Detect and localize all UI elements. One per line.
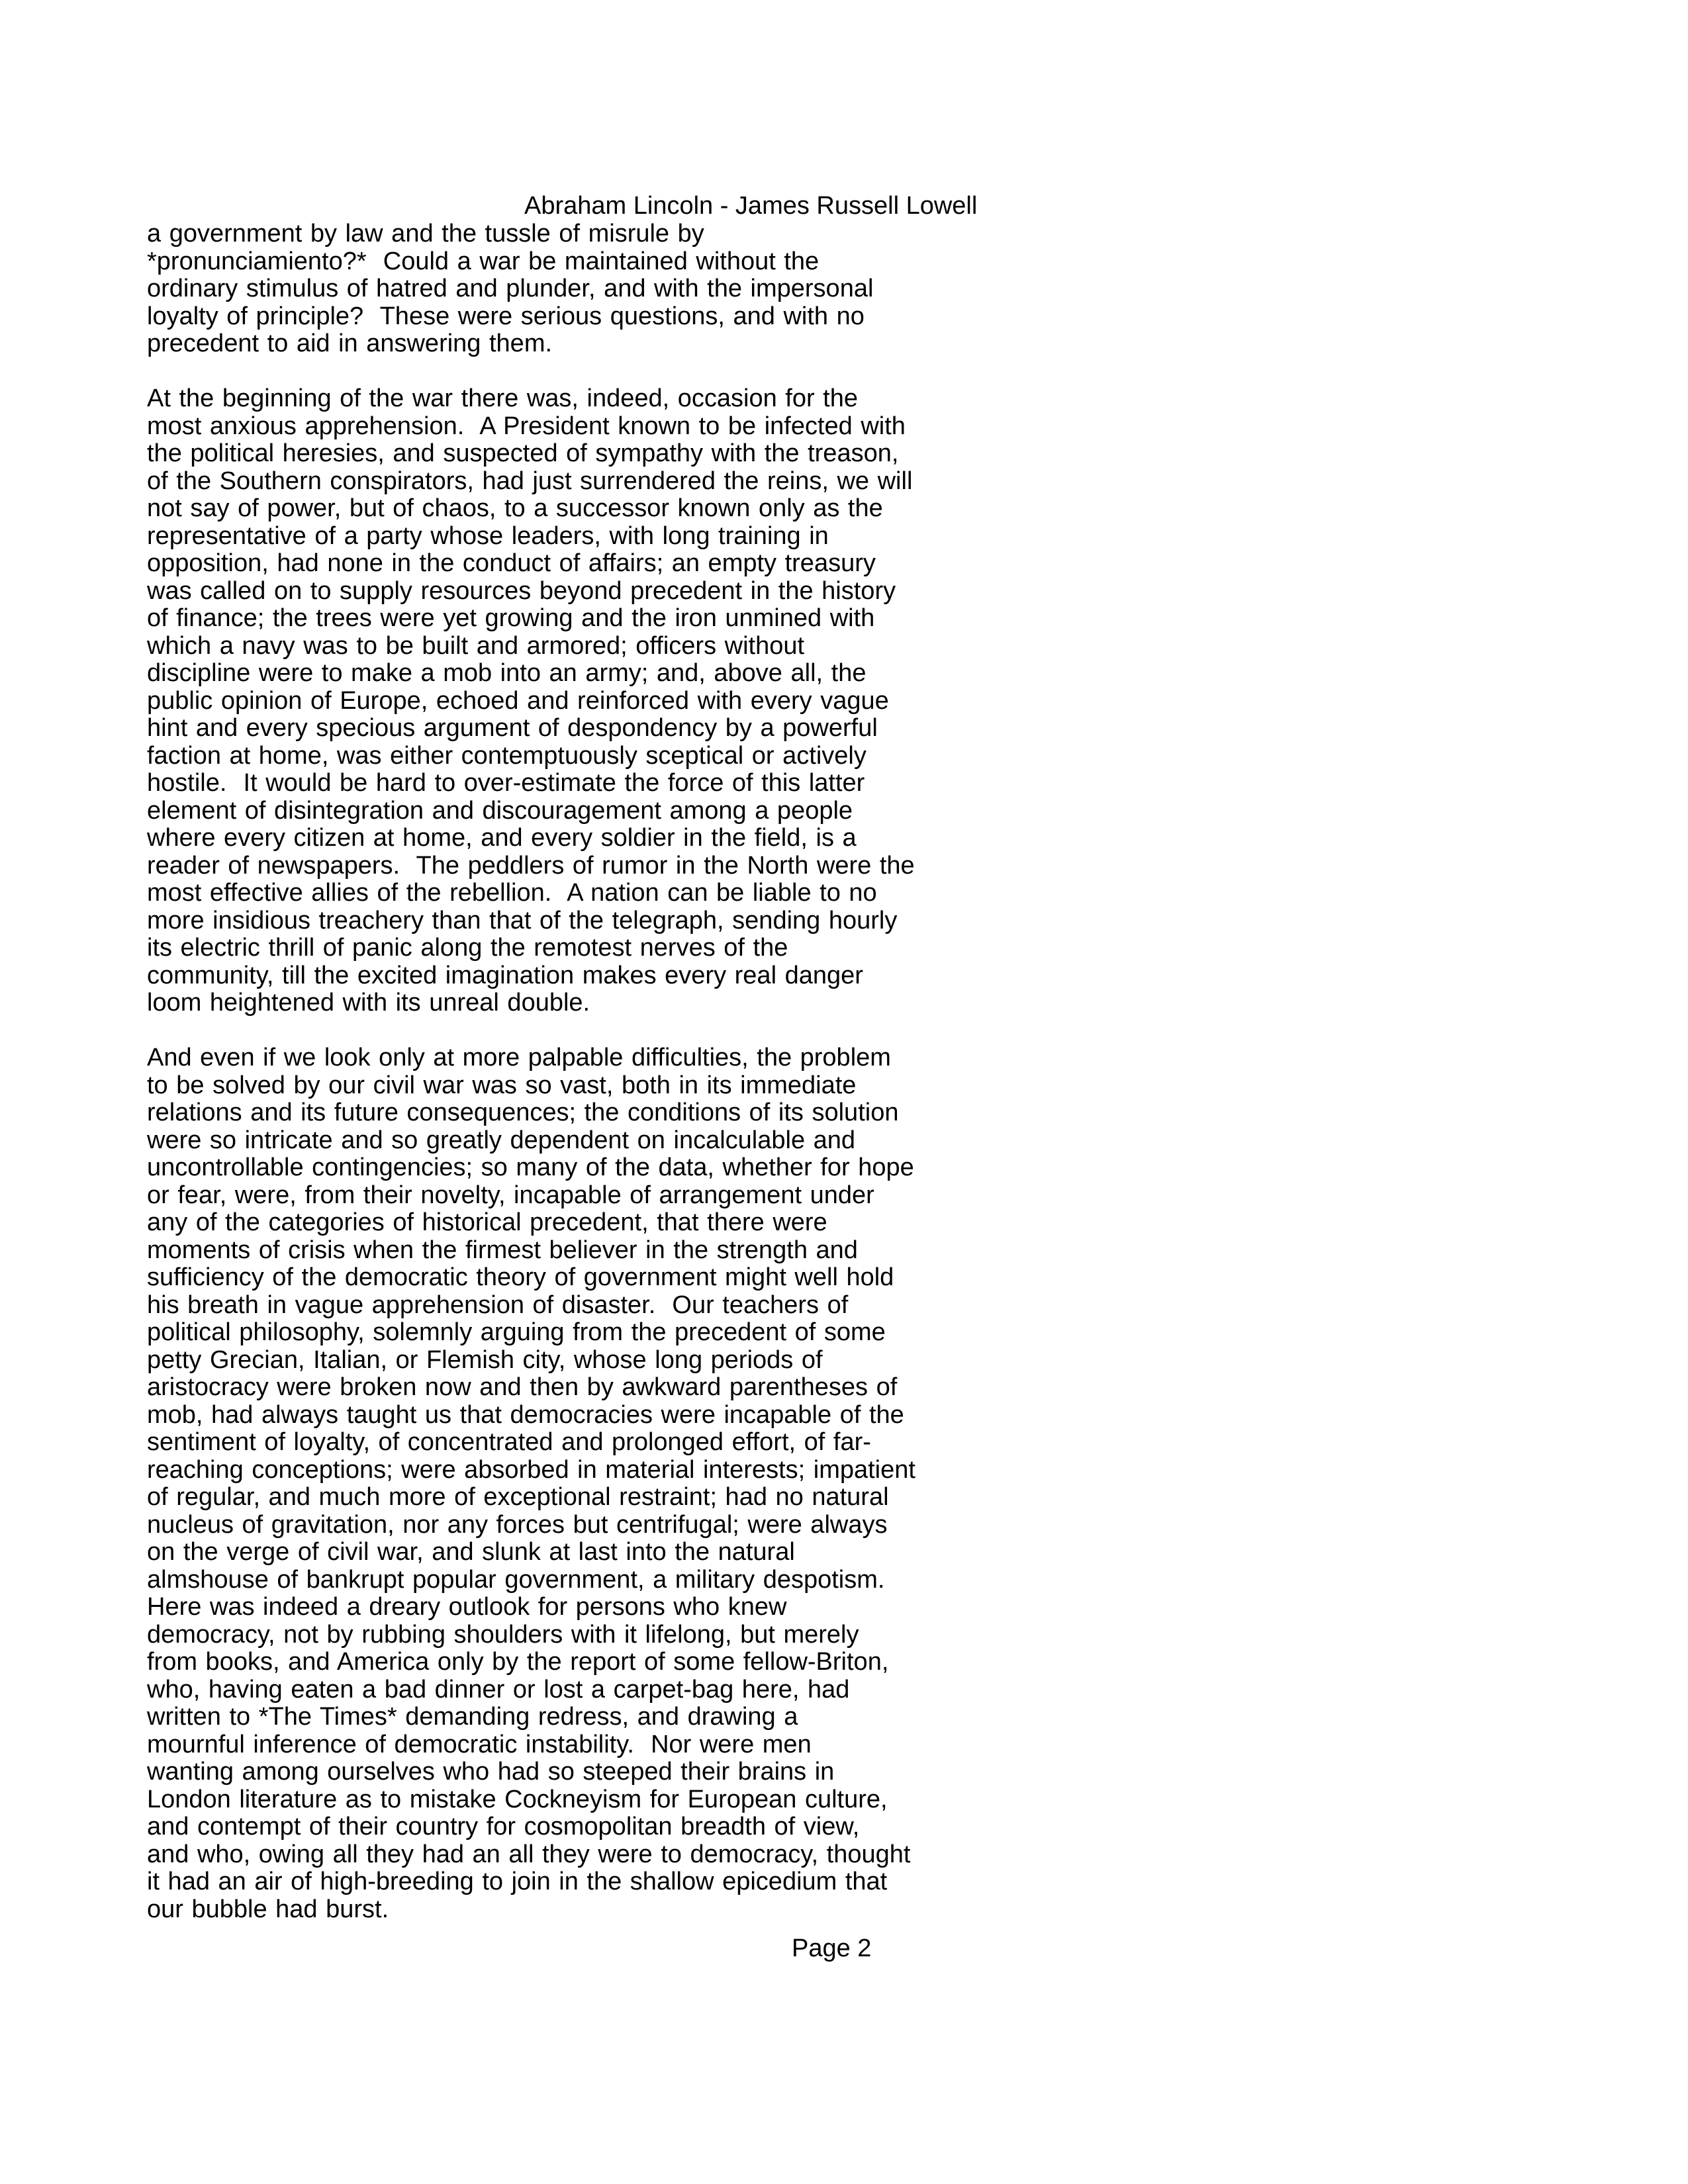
text-line: representative of a party whose leaders, with long training in bbox=[147, 522, 829, 550]
text-line: the political heresies, and suspected of sympathy with the treason, bbox=[147, 439, 899, 467]
text-line: and who, owing all they had an all they were to democracy, thought bbox=[147, 1840, 911, 1868]
text-line: faction at home, was either contemptuously sceptical or actively bbox=[147, 741, 867, 770]
text-line: on the verge of civil war, and slunk at last into the natural bbox=[147, 1538, 795, 1566]
text-line: who, having eaten a bad dinner or lost a carpet-bag here, had bbox=[147, 1675, 850, 1704]
text-line: petty Grecian, Italian, or Flemish city, whose long periods of bbox=[147, 1345, 823, 1374]
running-header: Abraham Lincoln - James Russell Lowell bbox=[524, 192, 978, 220]
text-line: wanting among ourselves who had so steeped their brains in bbox=[147, 1758, 835, 1786]
text-line: mournful inference of democratic instability. Nor were men bbox=[147, 1730, 812, 1758]
text-line: it had an air of high-breeding to join in the shallow epicedium that bbox=[147, 1868, 888, 1895]
text-line: any of the categories of historical precedent, that there were bbox=[147, 1208, 827, 1236]
text-line: relations and its future consequences; the conditions of its solution bbox=[147, 1099, 899, 1126]
text-line: written to *The Times* demanding redress, and drawing a bbox=[147, 1703, 798, 1731]
text-line: Here was indeed a dreary outlook for persons who knew bbox=[147, 1593, 787, 1621]
text-line: a government by law and the tussle of misrule by bbox=[147, 220, 704, 248]
text-line: were so intricate and so greatly dependent on incalculable and bbox=[147, 1126, 856, 1154]
text-line: uncontrollable contingencies; so many of the data, whether for hope bbox=[147, 1154, 914, 1181]
paragraph bbox=[147, 1044, 1537, 1923]
text-line: and contempt of their country for cosmopolitan breadth of view, bbox=[147, 1813, 860, 1841]
text-line: *pronunciamiento?* Could a war be maintained without the bbox=[147, 247, 820, 275]
text-line: reaching conceptions; were absorbed in material interests; impatient bbox=[147, 1455, 915, 1484]
text-line: mob, had always taught us that democracies were incapable of the bbox=[147, 1400, 904, 1429]
text-line: was called on to supply resources beyond precedent in the history bbox=[147, 576, 896, 605]
text-line: hostile. It would be hard to over-estimate the force of this latter bbox=[147, 769, 865, 797]
text-line: element of disintegration and discouragement among a people bbox=[147, 796, 853, 825]
text-line: opposition, had none in the conduct of affairs; an empty treasury bbox=[147, 549, 876, 577]
text-line: most effective allies of the rebellion. A nation can be liable to no bbox=[147, 879, 877, 907]
body-text bbox=[147, 220, 1537, 1923]
text-line: our bubble had burst. bbox=[147, 1895, 389, 1923]
text-line: of finance; the trees were yet growing and the iron unmined with bbox=[147, 604, 875, 632]
text-line: hint and every specious argument of despondency by a powerful bbox=[147, 714, 878, 742]
text-line: London literature as to mistake Cockneyism for European culture, bbox=[147, 1785, 888, 1813]
text-line: discipline were to make a mob into an army; and, above all, the bbox=[147, 659, 867, 687]
text-line: loyalty of principle? These were serious questions, and with no bbox=[147, 302, 865, 330]
text-line: democracy, not by rubbing shoulders with it lifelong, but merely bbox=[147, 1620, 859, 1649]
text-line: of regular, and much more of exceptional restraint; had no natural bbox=[147, 1483, 889, 1511]
text-line: public opinion of Europe, echoed and reinforced with every vague bbox=[147, 686, 889, 715]
text-line: most anxious apprehension. A President known to be infected with bbox=[147, 412, 906, 440]
paragraph bbox=[147, 220, 1537, 358]
text-line: not say of power, but of chaos, to a successor known only as the bbox=[147, 494, 883, 522]
paragraph bbox=[147, 385, 1537, 1017]
text-line: more insidious treachery than that of the telegraph, sending hourly bbox=[147, 906, 898, 934]
text-line: sufficiency of the democratic theory of government might well hold bbox=[147, 1263, 894, 1291]
text-line: ordinary stimulus of hatred and plunder, and with the impersonal bbox=[147, 275, 874, 302]
text-line: moments of crisis when the firmest believer in the strength and bbox=[147, 1236, 858, 1264]
text-line: loom heightened with its unreal double. bbox=[147, 989, 590, 1017]
text-line: his breath in vague apprehension of disaster. Our teachers of bbox=[147, 1291, 849, 1319]
text-line: political philosophy, solemnly arguing from the precedent of some bbox=[147, 1318, 886, 1346]
text-line: or fear, were, from their novelty, incapable of arrangement under bbox=[147, 1181, 874, 1209]
text-line: aristocracy were broken now and then by awkward parentheses of bbox=[147, 1373, 898, 1401]
text-line: from books, and America only by the report of some fellow-Briton, bbox=[147, 1648, 889, 1676]
text-line: almshouse of bankrupt popular government, a military despotism. bbox=[147, 1565, 885, 1594]
text-line: precedent to aid in answering them. bbox=[147, 330, 553, 357]
text-line: reader of newspapers. The peddlers of rumor in the North were the bbox=[147, 851, 915, 880]
text-line: where every citizen at home, and every soldier in the field, is a bbox=[147, 824, 857, 852]
text-line: to be solved by our civil war was so vast, both in its immediate bbox=[147, 1071, 857, 1099]
text-line: its electric thrill of panic along the remotest nerves of the bbox=[147, 934, 788, 962]
text-line: sentiment of loyalty, of concentrated and prolonged effort, of far- bbox=[147, 1428, 871, 1456]
text-line: which a navy was to be built and armored; officers without bbox=[147, 631, 805, 660]
page-number: Page 2 bbox=[792, 1934, 872, 1962]
text-line: And even if we look only at more palpable difficulties, the problem bbox=[147, 1044, 891, 1071]
text-line: At the beginning of the war there was, indeed, occasion for the bbox=[147, 385, 858, 412]
text-line: nucleus of gravitation, nor any forces but centrifugal; were always bbox=[147, 1510, 888, 1539]
text-line: of the Southern conspirators, had just surrendered the reins, we will bbox=[147, 467, 913, 495]
text-line: community, till the excited imagination makes every real danger bbox=[147, 961, 863, 989]
